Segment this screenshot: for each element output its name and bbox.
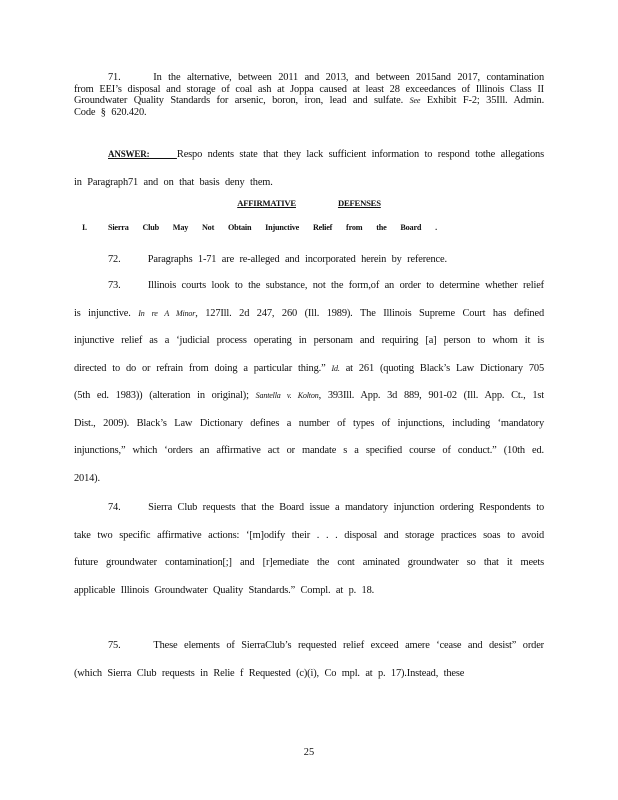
answer-text: Respo ndents state that they lack sufficient information to respond tothe allegations in Paragraph71 and on that basis deny them.	[74, 149, 544, 188]
paragraph-text: , 393Ill. App. 3d 889, 901-02 (Ill. App. Ct., 1st Dist., 2009). Black’s Law Dictionary defines a number of types of injunctions, including ‘mandatory injunctions,” which ‘orders an affirmative act or mandate s a specified course of conduct.” (10th ed. 2014).	[74, 390, 545, 484]
paragraph-text: Sierra Club requests that the Board issue a mandatory injunction ordering Respondents to take two specific affirmative actions: ‘[m]odify their . . . disposal and storage practices soas to avoid future groundwater contamination[;] and [r]emediate the cont aminated groundwater so that it meets applicable Illinois Groundwater Quality Standards.” Compl. at p. 18.	[74, 502, 544, 596]
paragraph-text: , 127Ill. 2d 247, 260 (Ill. 1989). The Illinois Supreme Court has defined injunctive relief as a ‘judicial process operating in personam and requiring [a] person to whom it is directed to do or refrain from doing a particular thing.”	[74, 307, 544, 374]
paragraph-text: at 261 (quoting Black’s Law Dictionary 705 (5th ed. 1983)) (alteration in original);	[74, 362, 545, 401]
answer-underline-gap	[149, 149, 176, 160]
heading-underline	[237, 198, 381, 208]
section-heading	[0, 198, 618, 208]
paragraph-text: Paragraphs 1-71 are re-alleged and incorporated herein by reference.	[147, 254, 447, 265]
answer-label: ANSWER:	[108, 149, 150, 159]
subsection-heading	[82, 223, 442, 232]
case-citation: In re A Minor	[138, 308, 196, 318]
paragraph-number: 73.	[108, 280, 121, 291]
answer-paragraph	[74, 141, 544, 196]
paragraph-72	[74, 246, 544, 274]
paragraph-text: Illinois courts look to the substance, not the form,of an order to determine whether relief is injunctive.	[74, 280, 544, 319]
paragraph-text: These elements of SierraClub’s requested relief exceed amere ‘cease and desist” order (which Sierra Club requests in Relie f Requested (c)(i), Co mpl. at p. 17).Instead, these	[74, 640, 544, 679]
paragraph-number: 72.	[108, 254, 121, 265]
heading-right: DEFENSES	[337, 198, 381, 208]
paragraph-text: In the alternative, between 2011 and 2013, and between 2015and 2017, contamination from EEI’s disposal and storage of coal ash at Joppa caused at least 28 exceedances of Illinois Class II Groundwater Quality Standards for arsenic, boron, iron, lead and sulfate.	[74, 72, 544, 107]
page-number: 25	[303, 747, 315, 758]
id-citation: Id.	[331, 363, 340, 373]
paragraph-74	[74, 494, 544, 604]
paragraph-75	[74, 632, 544, 687]
subsection-number: I.	[82, 223, 87, 232]
signal-see: See	[409, 96, 421, 106]
subsection-title: Sierra Club May Not Obtain Injunctive Relief from the Board .	[108, 223, 437, 232]
paragraph-text: Exhibit F-2; 35Ill. Admin. Code § 620.420.	[74, 95, 545, 118]
paragraph-73	[74, 272, 544, 492]
case-citation: Santella v. Kolton	[255, 391, 319, 400]
paragraph-number: 75.	[108, 640, 121, 651]
paragraph-number: 74.	[108, 502, 121, 513]
heading-left: AFFIRMATIVE	[237, 198, 296, 208]
paragraph-71	[74, 72, 544, 118]
paragraph-number: 71.	[108, 72, 121, 83]
